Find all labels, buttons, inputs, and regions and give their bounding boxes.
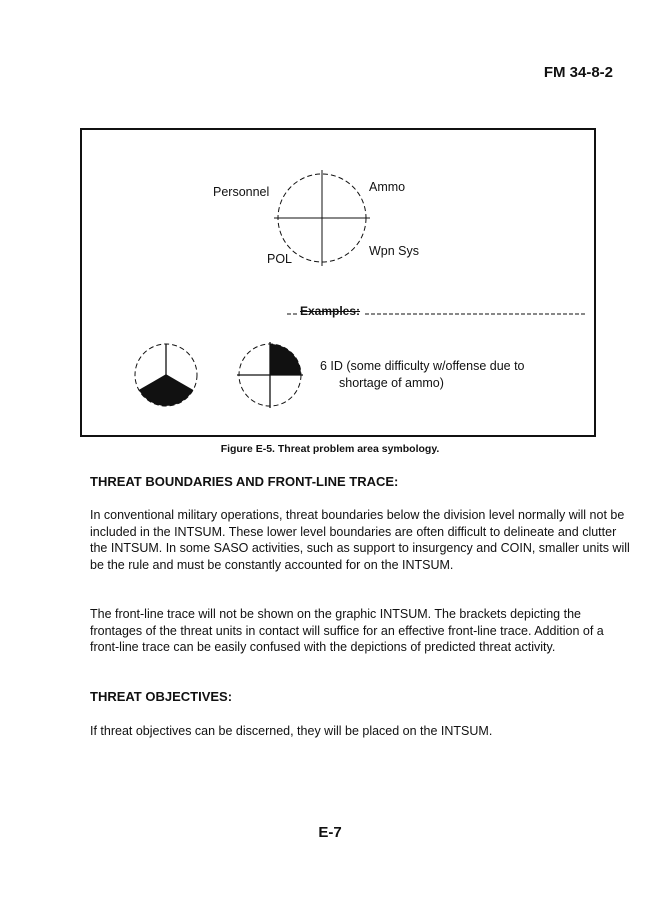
paragraph-objectives-1: If threat objectives can be discerned, they will be placed on the INTSUM.	[90, 724, 493, 738]
paragraph-boundaries-1: In conventional military operations, threat boundaries below the division level normally will not be included in the INTSUM. These lower level boundaries are often difficult to delineate and clutter the INTSUM. In some SASO activities, such as support to insurgency and COIN, smaller units will be the rule and must be constantly accounted for on the INTSUM.	[90, 508, 630, 572]
example-symbol-ammo-shaded	[237, 342, 303, 408]
figure-box	[80, 128, 596, 437]
example-text-line1: 6 ID (some difficulty w/offense due to	[320, 359, 525, 373]
paragraph-boundaries-2: The front-line trace will not be shown on the graphic INTSUM. The brackets depicting the frontages of the threat units in contact will suffice for an effective front-line trace. Addition of a front-line trace can be easily confused with the depictions of predicted threat activity.	[90, 607, 604, 654]
example-symbol-bottom-shaded	[135, 344, 197, 406]
label-ammo: Ammo	[369, 180, 406, 194]
label-personnel: Personnel	[213, 185, 270, 199]
figure-caption: Figure E-5. Threat problem area symbology.	[220, 443, 440, 455]
page-number: E-7	[318, 824, 342, 841]
example-description	[320, 358, 525, 392]
example-text-line2: shortage of ammo)	[339, 376, 444, 390]
section-heading-objectives: THREAT OBJECTIVES:	[90, 689, 233, 704]
document-id: FM 34-8-2	[543, 64, 613, 81]
label-wpn-sys: Wpn Sys	[369, 244, 420, 258]
section-heading-boundaries: THREAT BOUNDARIES AND FRONT-LINE TRACE:	[90, 474, 399, 489]
label-pol: POL	[267, 252, 293, 266]
shaded-sector	[139, 375, 193, 406]
examples-label: Examples:	[297, 304, 363, 318]
